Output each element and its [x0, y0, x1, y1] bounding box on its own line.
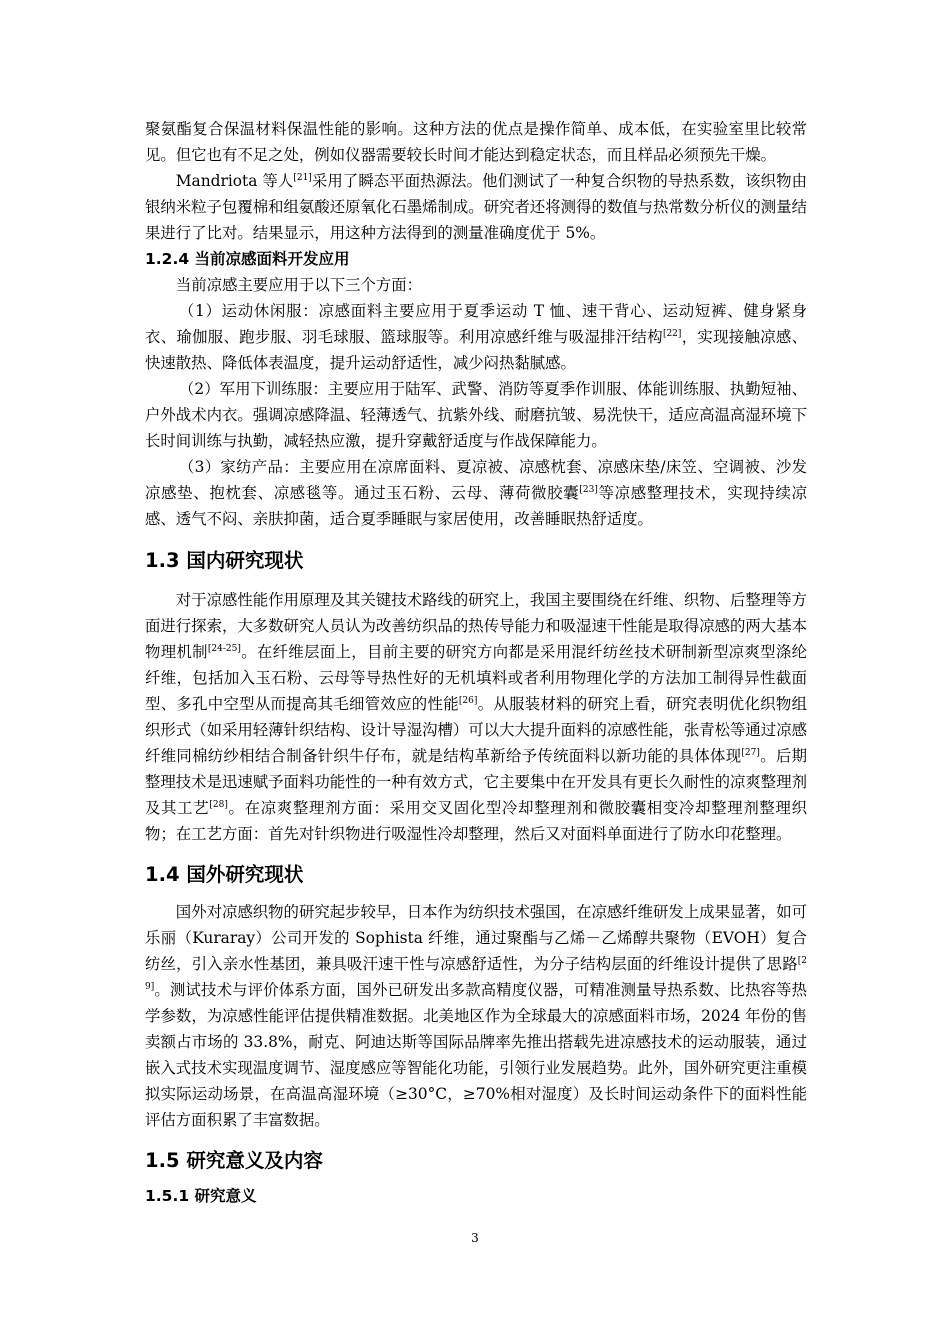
citation-ref: [28]	[209, 799, 228, 810]
text-segment: （3）家纺产品：主要应用在凉席面料、夏凉被、凉感枕套、凉感床垫/床笠、空调被、沙发凉感垫、抱枕套、凉感毯等。通过玉石粉、云母、薄荷微胶囊	[145, 458, 807, 502]
citation-ref: [29]	[145, 955, 807, 992]
section-heading-1-3: 1.3 国内研究现状	[145, 549, 304, 572]
text-segment: 。在纤维层面上，目前主要的研究方向都是采用混纤纺丝技术研制新型凉爽型涤纶纤维，包括加入玉石粉、云母等导热性好的无机填料或者利用物理化学的方法加工制得异性截面型、多孔中空型从而提高其毛细管效应的性能	[145, 643, 807, 713]
paragraph-domestic-research	[145, 587, 807, 847]
paragraph-applications-intro: 当前凉感主要应用于以下三个方面：	[175, 276, 423, 294]
citation-ref: [26]	[458, 695, 478, 706]
text-segment: 等凉感整理技术，实现持续凉感、透气不闷、亲肤抑菌，适合夏季睡眠与家居使用，改善睡眠热舒适度。	[145, 484, 807, 528]
text-segment: 。从服装材料的研究上看，研究表明优化织物组织形式（如采用轻薄针织结构、设计导湿沟槽）可以大大提升面料的凉感性能，张青松等通过凉感纤维同棉纺纱相结合制备针织牛仔布，就是结构革新给予传统面料以新功能的具体体现	[145, 695, 807, 765]
page-content	[145, 116, 807, 1209]
citation-ref: [22]	[662, 328, 682, 339]
paragraph-foreign-research	[145, 899, 807, 1133]
citation-ref: [23]	[579, 484, 598, 495]
text-segment: ，实现接触凉感、快速散热、降低体表温度，提升运动舒适性，减少闷热黏腻感。	[145, 328, 807, 372]
text-segment: 国外对凉感织物的研究起步较早，日本作为纺织技术强国，在凉感纤维研发上成果显著，如可乐丽（Kuraray）公司开发的 Sophista 纤维，通过聚酯与乙烯－乙烯醇共聚物（EVOH）复合纺丝，引入亲水性基团，兼具吸汗速干性与凉感舒适性，为分子结构层面的纤维设计提供了思路	[145, 903, 807, 973]
paragraph-mandriota	[145, 168, 807, 246]
text-segment: 。在凉爽整理剂方面：采用交叉固化型冷却整理剂和微胶囊相变冷却整理剂整理织物；在工艺方面：首先对针织物进行吸湿性冷却整理，然后又对面料单面进行了防水印花整理。	[145, 799, 807, 843]
paragraph-thermal-method-summary: 聚氨酯复合保温材料保温性能的影响。这种方法的优点是操作简单、成本低，在实验室里比较常见。但它也有不足之处，例如仪器需要较长时间才能达到稳定状态，而且样品必须预先干燥。	[145, 120, 807, 164]
list-item-military-training: （2）军用下训练服：主要应用于陆军、武警、消防等夏季作训服、体能训练服、执勤短袖、户外战术内衣。强调凉感降温、轻薄透气、抗紫外线、耐磨抗皱、易洗快干，适应高温高湿环境下长时间训练与执勤，减轻热应激，提升穿戴舒适度与作战保障能力。	[145, 380, 807, 450]
text-segment: （1）运动休闲服：凉感面料主要应用于夏季运动 T 恤、速干背心、运动短裤、健身紧身衣、瑜伽服、跑步服、羽毛球服、篮球服等。利用凉感纤维与吸湿排汗结构	[145, 302, 807, 346]
section-heading-1-5: 1.5 研究意义及内容	[145, 1149, 323, 1172]
list-item-home-textiles	[145, 454, 807, 532]
section-heading-1-2-4: 1.2.4 当前凉感面料开发应用	[145, 250, 350, 268]
citation-ref: [21]	[293, 172, 312, 183]
text-segment: 。后期整理技术是迅速赋予面料功能性的一种有效方式，它主要集中在开发具有更长久耐性的凉爽整理剂及其工艺	[145, 747, 807, 817]
text-segment: Mandriota 等人	[175, 172, 294, 190]
citation-ref: [24-25]	[207, 643, 241, 654]
page-number: 3	[471, 1231, 479, 1245]
citation-ref: [27]	[741, 747, 760, 758]
text-segment: 。测试技术与评价体系方面，国外已研发出多款高精度仪器，可精准测量导热系数、比热容等热学参数，为凉感性能评估提供精准数据。北美地区作为全球最大的凉感面料市场，2024 年份的售卖额占市场的 33.8%，耐克、阿迪达斯等国际品牌率先推出搭载先进凉感技术的运动服装，通过嵌入式技术实现温度调节、湿度感应等智能化功能，引领行业发展趋势。此外，国外研究更注重模拟实际运动场景，在高温高湿环境（≥30°C，≥70%相对湿度）及长时间运动条件下的面料性能评估方面积累了丰富数据。	[145, 981, 807, 1129]
text-segment: 对于凉感性能作用原理及其关键技术路线的研究上，我国主要围绕在纤维、织物、后整理等方面进行探索，大多数研究人员认为改善纺织品的热传导能力和吸湿速干性能是取得凉感的两大基本物理机制	[145, 591, 807, 661]
section-heading-1-4: 1.4 国外研究现状	[145, 863, 304, 886]
text-segment: 采用了瞬态平面热源法。他们测试了一种复合织物的导热系数，该织物由银纳米粒子包覆棉和组氨酸还原氧化石墨烯制成。研究者还将测得的数值与热常数分析仪的测量结果进行了比对。结果显示，用这种方法得到的测量准确度优于 5%。	[145, 172, 807, 242]
section-heading-1-5-1: 1.5.1 研究意义	[145, 1187, 257, 1205]
list-item-sportswear	[145, 298, 807, 376]
